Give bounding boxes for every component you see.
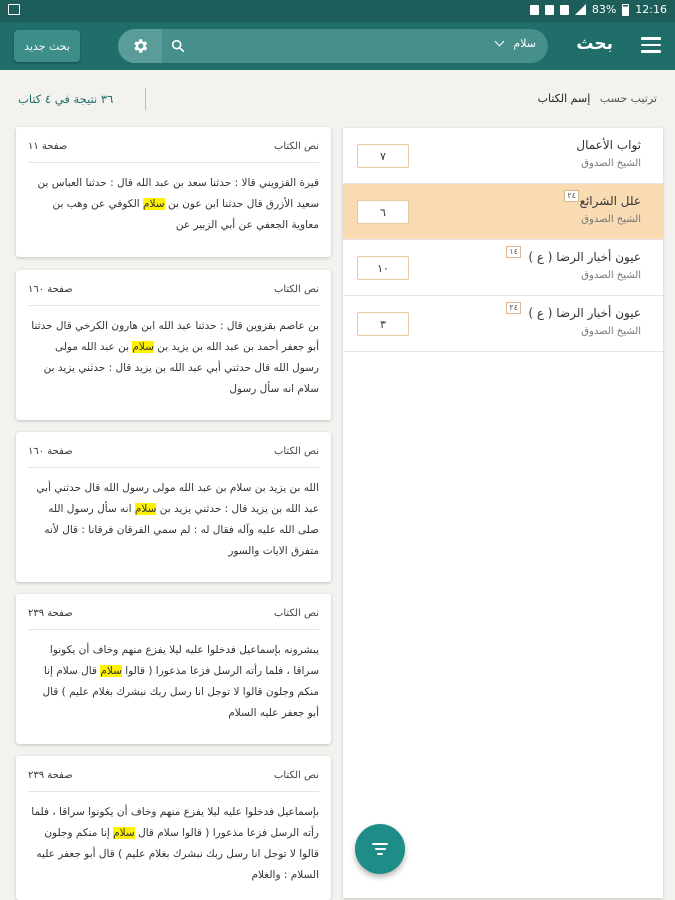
result-snippet xyxy=(28,316,319,400)
search-match: سلام xyxy=(100,665,122,677)
search-match: سلام xyxy=(132,341,154,353)
book-result-count: ٧ xyxy=(357,144,409,168)
search-scope-value: سلام xyxy=(513,37,536,50)
snippet-text: الله بن يزيد بن سلام بن عبد الله مولى رسول الله قال حدثني أبي عبد الله بن يزيد قال : حدثني يزيد بن xyxy=(36,482,319,515)
gear-icon xyxy=(131,37,149,55)
divider xyxy=(145,88,146,110)
result-type: نص الكتاب xyxy=(273,770,319,781)
result-card[interactable] xyxy=(16,270,331,420)
book-result-count: ٣ xyxy=(357,312,409,336)
card-header xyxy=(28,608,319,619)
sort-label: ترتيب حسب xyxy=(599,92,657,105)
filter-icon-line xyxy=(375,848,386,850)
result-snippet xyxy=(28,802,319,886)
vibrate-icon xyxy=(560,5,569,15)
book-volume-badge: ٢٤ xyxy=(506,302,521,314)
book-title: عيون أخبار الرضا ( ع ) xyxy=(528,306,641,320)
signal-icon xyxy=(575,4,586,15)
chevron-down-icon xyxy=(495,37,505,47)
book-author: الشيخ الصدوق xyxy=(581,326,641,337)
divider xyxy=(28,162,319,163)
result-card[interactable] xyxy=(16,594,331,744)
result-type: نص الكتاب xyxy=(273,608,319,619)
search-scope-dropdown[interactable] xyxy=(496,37,536,50)
divider xyxy=(28,467,319,468)
result-snippet xyxy=(28,478,319,562)
book-author: الشيخ الصدوق xyxy=(581,214,641,225)
book-author: الشيخ الصدوق xyxy=(581,270,641,281)
search-input[interactable] xyxy=(190,34,460,58)
hamburger-icon xyxy=(641,37,661,40)
settings-button[interactable] xyxy=(118,29,162,63)
gallery-icon xyxy=(8,4,20,15)
search-bar xyxy=(118,29,548,63)
card-header xyxy=(28,141,319,152)
status-bar xyxy=(0,0,675,22)
snippet-text: بن عاصم بقزوين قال : حدثنا عبد الله ابن هارون الكرخي قال حدثنا أبو جعفر أحمد بن عبد الله بن يزيد بن xyxy=(31,320,319,353)
results-header xyxy=(0,70,675,126)
hamburger-icon-line xyxy=(641,44,661,47)
book-volume-badge: ٢٤ xyxy=(564,190,579,202)
result-page: صفحة ١١ xyxy=(28,141,68,152)
divider xyxy=(28,629,319,630)
filter-icon-line xyxy=(377,853,383,855)
sort-value[interactable]: إسم الكتاب xyxy=(537,92,591,105)
book-author: الشيخ الصدوق xyxy=(581,158,641,169)
snippet-text: بن عبد الله مولى رسول الله قال حدثني أبي عبد الله بن يزيد قال : حدثني يزيد بن سلام انه سأل رسول xyxy=(43,341,319,395)
card-header xyxy=(28,770,319,781)
snippet-text: قال سلام إنا منكم وجلون قالوا لا توجل انا رسل ربك نبشرك بغلام عليم ) قال أبو جعفر عليه السلام xyxy=(42,665,319,719)
snippet-text: إنا منكم وجلون قالوا لا توجل انا رسل ربك نبشرك بغلام عليم ) قال أبو جعفر عليه السلام : والغلام xyxy=(36,827,319,881)
book-title: ثواب الأعمال xyxy=(576,138,641,152)
books-list xyxy=(343,128,663,898)
result-card[interactable] xyxy=(16,756,331,900)
book-title: علل الشرائع xyxy=(579,194,641,208)
card-header xyxy=(28,284,319,295)
new-search-button[interactable]: بحث جديد xyxy=(14,30,80,62)
result-page: صفحة ٢٣٩ xyxy=(28,608,73,619)
battery-percent: 83% xyxy=(591,3,617,16)
notification-icon xyxy=(530,5,539,15)
result-type: نص الكتاب xyxy=(273,446,319,457)
book-title: عيون أخبار الرضا ( ع ) xyxy=(528,250,641,264)
status-icons xyxy=(530,3,667,16)
snippet-text: قيرة القزويني قالا : حدثنا سعد بن عبد الله قال : حدثنا العباس بن سعيد الأزرق قال حدثنا ابن عون بن xyxy=(37,177,319,210)
book-item[interactable] xyxy=(343,240,663,296)
menu-button[interactable] xyxy=(641,37,661,55)
search-match: سلام xyxy=(143,198,165,210)
result-card[interactable] xyxy=(16,127,331,257)
hamburger-icon-line xyxy=(641,50,661,53)
clock: 12:16 xyxy=(635,3,667,16)
book-item[interactable] xyxy=(343,184,663,240)
filter-button[interactable] xyxy=(355,824,405,874)
filter-icon xyxy=(372,843,388,845)
app-toolbar xyxy=(0,22,675,70)
book-item[interactable] xyxy=(343,128,663,184)
result-page: صفحة ١٦٠ xyxy=(28,446,73,457)
card-header xyxy=(28,446,319,457)
divider xyxy=(28,791,319,792)
book-volume-badge: ١٤ xyxy=(506,246,521,258)
snippet-text: يبشرونه بإسماعيل فدخلوا عليه ليلا يفزع منهم وخاف أن يكونوا سراقا ، فلما رأته الرسل فزعا مذعورا ( قالوا xyxy=(49,644,319,677)
download-icon xyxy=(545,5,554,15)
result-page: صفحة ١٦٠ xyxy=(28,284,73,295)
result-type: نص الكتاب xyxy=(273,141,319,152)
search-icon[interactable] xyxy=(170,38,186,54)
search-match: سلام xyxy=(113,827,135,839)
page-title: بحث xyxy=(576,34,613,54)
book-item[interactable] xyxy=(343,296,663,352)
battery-icon xyxy=(622,4,629,16)
snippet-text: انه سأل رسول الله صلى الله عليه وآله فقال له : لم سمي الفرقان فرقانا : قال لأنه متفرق الايات والسور xyxy=(44,503,319,557)
results-count: ٣٦ نتيجة في ٤ كتاب xyxy=(18,92,114,106)
result-type: نص الكتاب xyxy=(273,284,319,295)
search-match: سلام xyxy=(134,503,157,515)
snippet-text: بإسماعيل فدخلوا عليه ليلا يفزع منهم وخاف أن يكونوا سراقا ، فلما رأته الرسل فزعا مذعورا ( قالوا سلام قال xyxy=(31,806,319,839)
divider xyxy=(28,305,319,306)
book-result-count: ٦ xyxy=(357,200,409,224)
book-result-count: ١٠ xyxy=(357,256,409,280)
sort-control xyxy=(538,92,657,105)
result-snippet xyxy=(28,640,319,724)
result-page: صفحة ٢٣٩ xyxy=(28,770,73,781)
result-snippet xyxy=(28,173,319,236)
result-card[interactable] xyxy=(16,432,331,582)
snippet-text: الكوفي عن وهب بن معاوية الجعفي عن أبي الزبير عن xyxy=(52,198,319,231)
